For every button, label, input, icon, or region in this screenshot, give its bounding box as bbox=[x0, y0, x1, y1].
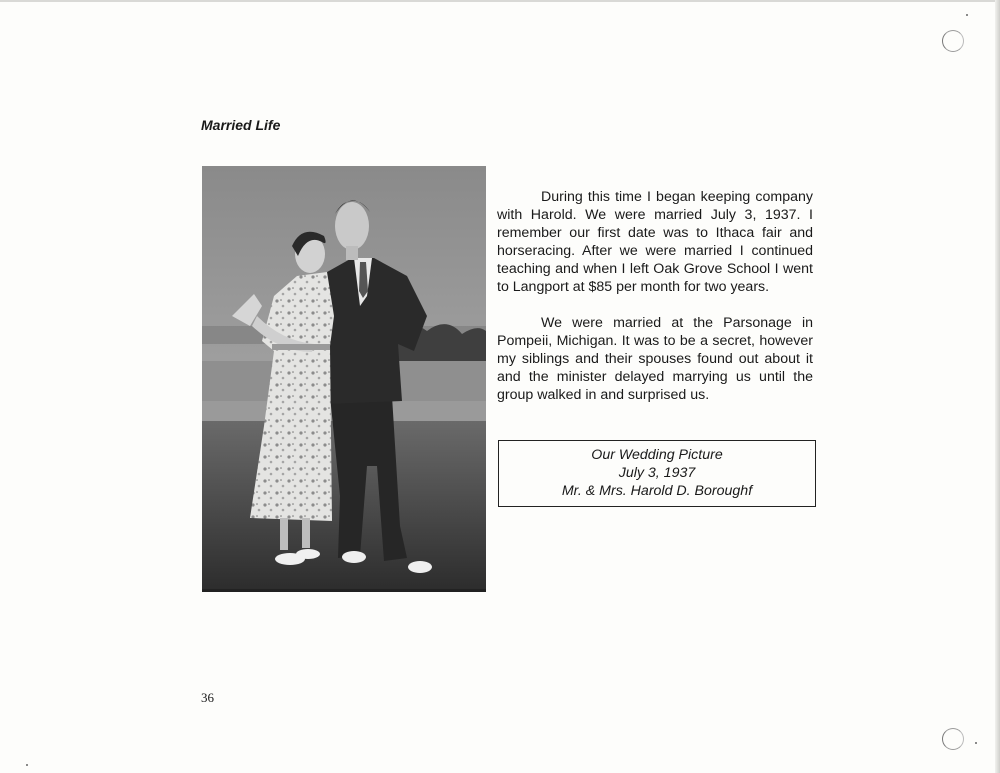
page-right-edge bbox=[995, 0, 1000, 773]
paper-speck bbox=[26, 764, 28, 766]
page-top-edge bbox=[0, 0, 1000, 2]
caption-title: Our Wedding Picture bbox=[591, 447, 723, 463]
wedding-photo bbox=[202, 166, 486, 592]
paragraph: During this time I began keeping company with Harold. We were married July 3, 1937. I remember our first date was to Ithaca fair and horseracing. After we were married I continued teaching and when I left Oak Grove School I went to Langport at $85 per month for two years. bbox=[497, 189, 813, 295]
paper-speck bbox=[975, 742, 977, 744]
memoir-text bbox=[497, 188, 813, 422]
binder-hole-bottom bbox=[942, 728, 964, 750]
paragraph: We were married at the Parsonage in Pompeii, Michigan. It was to be a secret, however my siblings and their spouses found out about it and the minister delayed marrying us until the group walked in and surprised us. bbox=[497, 315, 813, 403]
caption-names: Mr. & Mrs. Harold D. Boroughf bbox=[561, 483, 753, 499]
photo-caption bbox=[498, 440, 816, 507]
binder-hole-top bbox=[942, 30, 964, 52]
caption-date: July 3, 1937 bbox=[618, 465, 696, 481]
page-number: 36 bbox=[201, 690, 214, 705]
paper-speck bbox=[966, 14, 968, 16]
section-title: Married Life bbox=[201, 117, 281, 133]
wedding-photo-image bbox=[202, 166, 486, 592]
